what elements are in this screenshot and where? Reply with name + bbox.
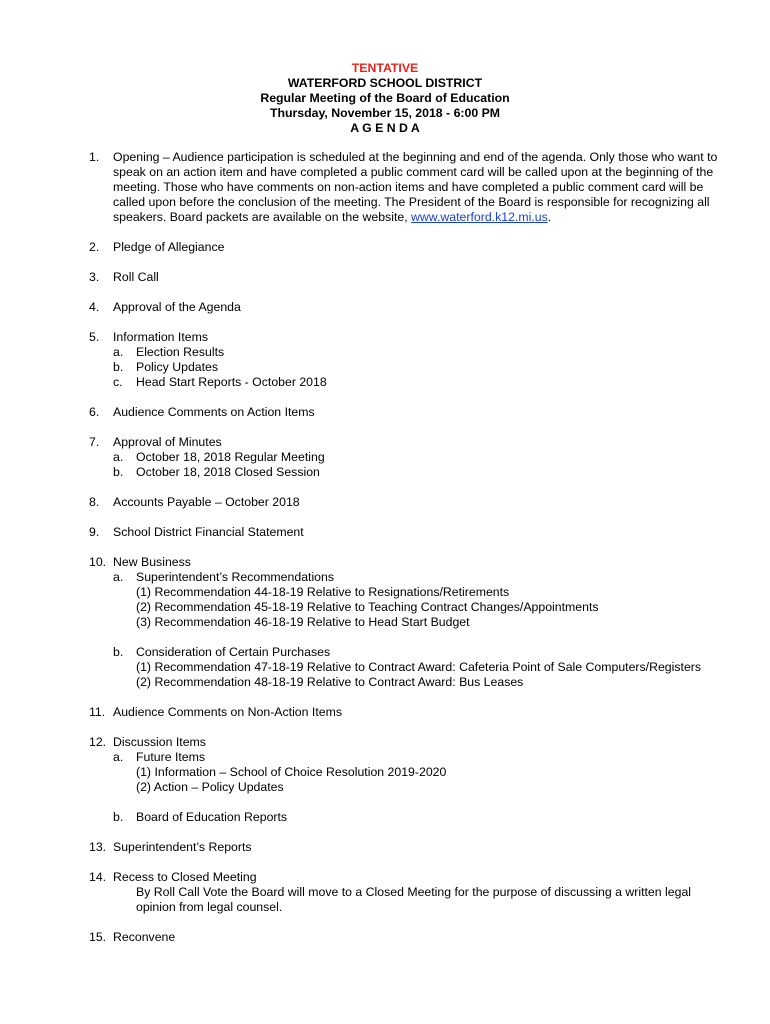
agenda-item-information xyxy=(89,330,734,390)
recommendation-line: (1) Recommendation 47-18-19 Relative to Contract Award: Cafeteria Point of Sale Computers/Registers xyxy=(136,660,702,674)
meeting-date: Thursday, November 15, 2018 - 6:00 PM xyxy=(269,106,501,120)
agenda-item-audience-action xyxy=(89,405,734,420)
item-number: 13. xyxy=(89,840,107,854)
agenda-item-financial-statement xyxy=(89,525,734,540)
agenda-item-new-business xyxy=(89,555,734,690)
agenda-item-pledge xyxy=(89,240,734,255)
item-number: 4. xyxy=(89,300,100,314)
item-number: 9. xyxy=(89,525,100,539)
recommendation-line: (3) Recommendation 46-18-19 Relative to Head Start Budget xyxy=(136,615,470,629)
sub-letter: a. xyxy=(113,450,124,464)
sub-text: Board of Education Reports xyxy=(136,810,288,824)
agenda-item-minutes xyxy=(89,435,734,480)
sub-item xyxy=(113,465,734,480)
discussion-line: (2) Action – Policy Updates xyxy=(136,780,284,794)
sub-item xyxy=(113,750,734,795)
agenda-item-opening xyxy=(89,150,734,225)
item-number: 15. xyxy=(89,930,107,944)
sub-item xyxy=(113,345,734,360)
sub-letter: b. xyxy=(113,360,124,374)
agenda-item-approval-agenda xyxy=(89,300,734,315)
sub-letter: a. xyxy=(113,345,124,359)
item-text: Discussion Items xyxy=(113,735,206,749)
sub-item xyxy=(113,360,734,375)
sub-item xyxy=(113,810,734,825)
agenda-header xyxy=(0,61,770,136)
item-number: 14. xyxy=(89,870,107,884)
item-text: Accounts Payable – October 2018 xyxy=(113,495,300,509)
sub-letter: a. xyxy=(113,750,124,764)
item-number: 12. xyxy=(89,735,107,749)
recommendation-line: (1) Recommendation 44-18-19 Relative to Resignations/Retirements xyxy=(136,585,510,599)
item-text: School District Financial Statement xyxy=(113,525,304,539)
sub-text: Head Start Reports - October 2018 xyxy=(136,375,327,389)
item-number: 10. xyxy=(89,555,107,569)
sub-letter: b. xyxy=(113,645,124,659)
item-text: Opening – Audience participation is scheduled at the beginning and end of the agenda. Only those who want to speak on an action item and have completed a public comment card will be called upon at the beginning of the meeting. Those who have comments on non-action items and have completed a public comment card will be called upon before the conclusion of the meeting. The President of the Board is responsible for recognizing all speakers. Board packets are available on the website, xyxy=(113,150,718,224)
sub-item xyxy=(113,570,734,630)
item-number: 6. xyxy=(89,405,100,419)
item-number: 1. xyxy=(89,150,100,164)
item-text: Audience Comments on Action Items xyxy=(113,405,315,419)
sub-letter: c. xyxy=(113,375,123,389)
website-link[interactable]: www.waterford.k12.mi.us xyxy=(411,210,548,224)
recommendation-line: (2) Recommendation 45-18-19 Relative to Teaching Contract Changes/Appointments xyxy=(136,600,599,614)
item-number: 11. xyxy=(89,705,106,719)
item-text-end: . xyxy=(547,210,552,224)
page-title: A G E N D A xyxy=(350,121,420,135)
sub-letter: b. xyxy=(113,810,124,824)
agenda-item-roll-call xyxy=(89,270,734,285)
agenda-item-superintendent-reports xyxy=(89,840,734,855)
agenda-list xyxy=(89,150,734,960)
item-text: Recess to Closed Meeting xyxy=(113,870,257,884)
item-text: Roll Call xyxy=(113,270,159,284)
item-number: 8. xyxy=(89,495,100,509)
tentative-label: TENTATIVE xyxy=(351,61,419,75)
sub-item xyxy=(113,375,734,390)
item-text: Reconvene xyxy=(113,930,176,944)
item-text: Information Items xyxy=(113,330,208,344)
agenda-item-closed-meeting xyxy=(89,870,734,915)
sub-text: Superintendent’s Recommendations xyxy=(136,570,335,584)
item-text: Pledge of Allegiance xyxy=(113,240,225,254)
closed-meeting-note: By Roll Call Vote the Board will move to a Closed Meeting for the purpose of discussing a written legal opinion from legal counsel. xyxy=(136,885,692,914)
item-number: 7. xyxy=(89,435,100,449)
district-name: WATERFORD SCHOOL DISTRICT xyxy=(287,76,483,90)
sub-text: Election Results xyxy=(136,345,225,359)
agenda-item-reconvene xyxy=(89,930,734,945)
item-text: Approval of Minutes xyxy=(113,435,222,449)
item-number: 5. xyxy=(89,330,100,344)
sub-item xyxy=(113,450,734,465)
agenda-item-accounts-payable xyxy=(89,495,734,510)
item-number: 3. xyxy=(89,270,100,284)
sub-text: Future Items xyxy=(136,750,206,764)
sub-text: Consideration of Certain Purchases xyxy=(136,645,331,659)
sub-letter: b. xyxy=(113,465,124,479)
item-number: 2. xyxy=(89,240,100,254)
discussion-line: (1) Information – School of Choice Resolution 2019-2020 xyxy=(136,765,447,779)
sub-text: Policy Updates xyxy=(136,360,219,374)
item-text: Approval of the Agenda xyxy=(113,300,241,314)
meeting-type: Regular Meeting of the Board of Education xyxy=(260,91,510,105)
sub-text: October 18, 2018 Regular Meeting xyxy=(136,450,325,464)
recommendation-line: (2) Recommendation 48-18-19 Relative to Contract Award: Bus Leases xyxy=(136,675,524,689)
item-text: Superintendent’s Reports xyxy=(113,840,252,854)
sub-item xyxy=(113,645,734,690)
sub-letter: a. xyxy=(113,570,124,584)
item-text: New Business xyxy=(113,555,191,569)
agenda-item-discussion xyxy=(89,735,734,825)
item-text: Audience Comments on Non-Action Items xyxy=(113,705,342,719)
agenda-item-audience-non-action xyxy=(89,705,734,720)
sub-text: October 18, 2018 Closed Session xyxy=(136,465,320,479)
